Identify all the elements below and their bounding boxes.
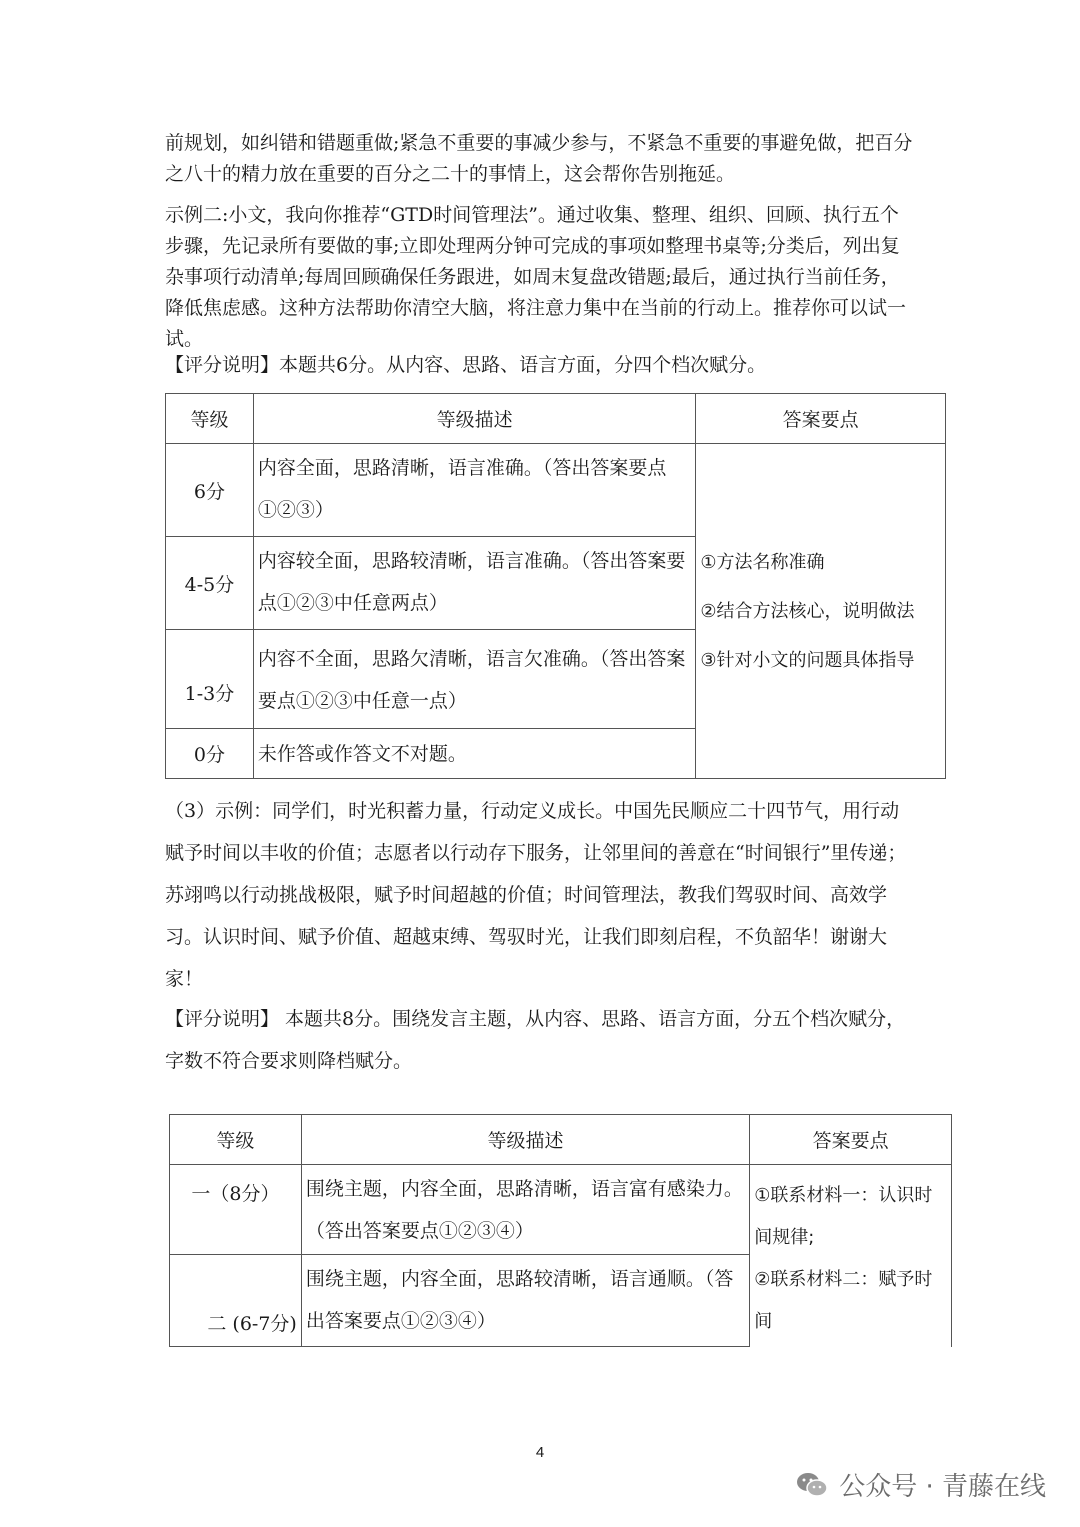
table-row bbox=[166, 444, 946, 537]
header-level: 等级 bbox=[166, 394, 254, 444]
header-key-points: 答案要点 bbox=[750, 1115, 952, 1165]
header-description: 等级描述 bbox=[253, 394, 695, 444]
scoring-note-1: 【评分说明】本题共6分。从内容、思路、语言方面，分四个档次赋分。 bbox=[165, 354, 767, 376]
paragraph-continuation: 前规划，如纠错和错题重做;紧急不重要的事减少参与，不紧急不重要的事避免做，把百分之八十的精力放在重要的百分之二十的事情上，这会帮你告别拖延。 bbox=[165, 132, 913, 185]
level-cell: 1-3分 bbox=[166, 630, 254, 729]
scoring-table-2 bbox=[169, 1114, 952, 1347]
page-number: 4 bbox=[535, 1444, 545, 1461]
key-point: ③针对小文的问题具体指导 bbox=[700, 649, 915, 671]
level-cell: 0分 bbox=[166, 729, 254, 779]
paragraph-example-three: （3）示例：同学们，时光积蓄力量，行动定义成长。中国先民顺应二十四节气，用行动赋予时间以丰收的价值；志愿者以行动存下服务，让邻里间的善意在“时间银行”里传递；苏翊鸣以行动挑战极限，赋予时间超越的价值；时间管理法，教我们驾驭时间、高效学习。认识时间、赋予价值、超越束缚、驾驭时光，让我们即刻启程，不负韶华！谢谢大家！ bbox=[165, 800, 907, 990]
header-key-points: 答案要点 bbox=[696, 394, 946, 444]
table-row bbox=[170, 1165, 952, 1255]
description-cell: 围绕主题，内容全面，思路清晰，语言富有感染力。（答出答案要点①②③④） bbox=[301, 1165, 749, 1255]
description-cell: 未作答或作答文不对题。 bbox=[253, 729, 695, 779]
level-cell: 4-5分 bbox=[166, 537, 254, 630]
description-cell: 内容较全面，思路较清晰，语言准确。（答出答案要点①②③中任意两点） bbox=[253, 537, 695, 630]
scoring-table-1 bbox=[165, 393, 946, 779]
header-description: 等级描述 bbox=[301, 1115, 749, 1165]
key-point: ①联系材料一：认识时间规律; bbox=[754, 1185, 933, 1248]
level-cell: 一（8分） bbox=[170, 1165, 302, 1255]
scoring-note-2: 【评分说明】 本题共8分。围绕发言主题，从内容、思路、语言方面，分五个档次赋分，字数不符合要求则降档赋分。 bbox=[165, 1008, 906, 1072]
level-cell: 6分 bbox=[166, 444, 254, 537]
key-points-cell bbox=[750, 1165, 952, 1347]
key-point: ①方法名称准确 bbox=[700, 551, 825, 573]
table-header-row bbox=[166, 394, 946, 444]
header-level: 等级 bbox=[170, 1115, 302, 1165]
watermark bbox=[795, 1466, 1046, 1503]
table-header-row bbox=[170, 1115, 952, 1165]
key-point: ②结合方法核心，说明做法 bbox=[700, 600, 915, 622]
wechat-icon bbox=[795, 1471, 829, 1499]
description-cell: 内容全面，思路清晰，语言准确。（答出答案要点①②③） bbox=[253, 444, 695, 537]
paragraph-example-two: 示例二:小文，我向你推荐“GTD时间管理法”。通过收集、整理、组织、回顾、执行五个步骤，先记录所有要做的事;立即处理两分钟可完成的事项如整理书桌等;分类后，列出复杂事项行动清单;每周回顾确保任务跟进，如周末复盘改错题;最后，通过执行当前任务，降低焦虑感。这种方法帮助你清空大脑，将注意力集中在当前的行动上。推荐你可以试一试。 bbox=[165, 204, 907, 350]
level-cell: 二 (6-7分) bbox=[170, 1255, 302, 1347]
description-cell: 围绕主题，内容全面，思路较清晰，语言通顺。（答出答案要点①②③④） bbox=[301, 1255, 749, 1347]
description-cell: 内容不全面，思路欠清晰，语言欠准确。（答出答案要点①②③中任意一点） bbox=[253, 630, 695, 729]
key-points-cell bbox=[696, 444, 946, 779]
key-point: ②联系材料二：赋予时间 bbox=[754, 1269, 933, 1332]
watermark-text: 公众号 · 青藤在线 bbox=[839, 1472, 1046, 1502]
